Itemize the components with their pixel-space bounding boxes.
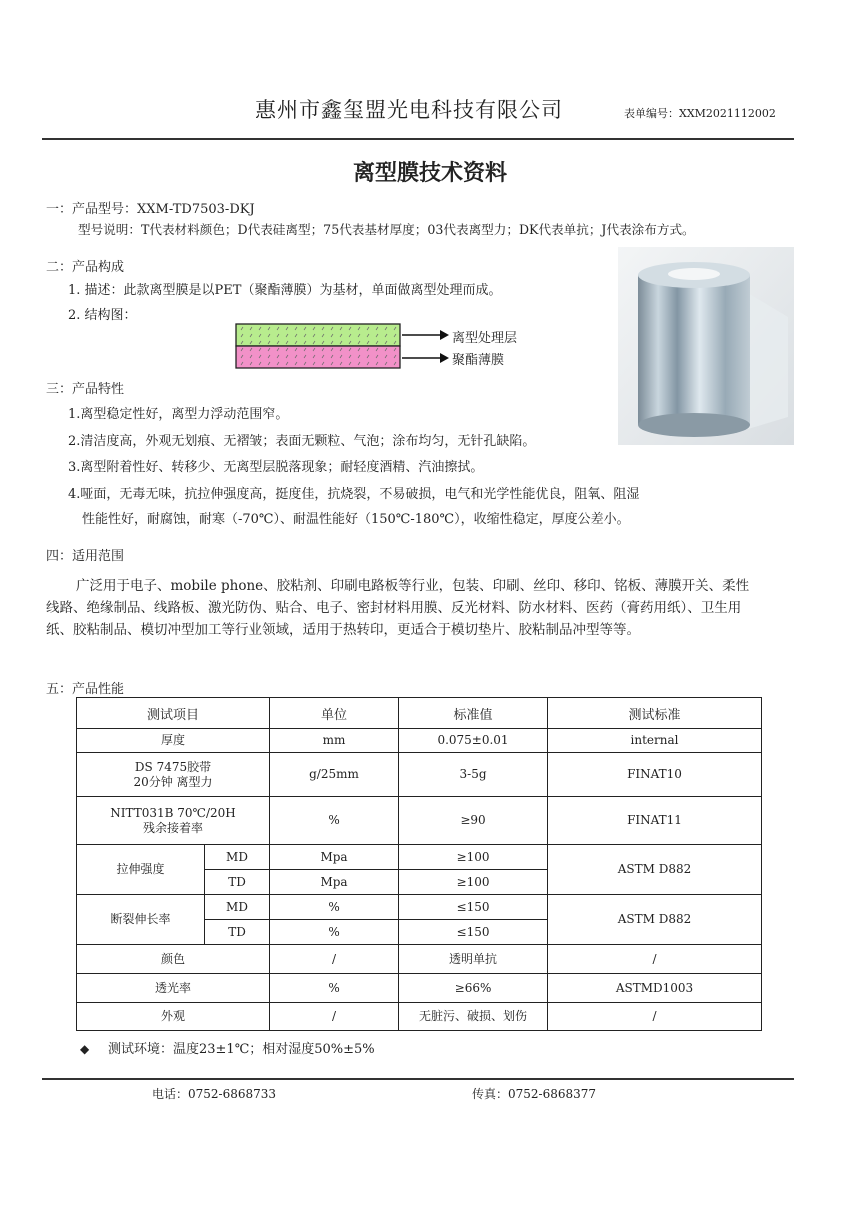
company-name: 惠州市鑫玺盟光电科技有限公司: [255, 98, 563, 122]
section2-heading: 二：产品构成: [46, 260, 125, 275]
feature-item: 3.离型附着性好、转移少、无离型层脱落现象；耐轻度酒精、汽油擦拭。: [68, 460, 484, 475]
cell-value: ≤150: [399, 895, 548, 920]
application-scope-text: 广泛用于电子、mobile phone、胶粘剂、印刷电路板等行业，包装、印刷、丝印、移印、铭板、薄膜开关、柔性线路、绝缘制品、线路板、激光防伪、贴合、电子、密封材料用膜、反光材料、防水材料、医药（膏药用纸）、卫生用纸、胶粘制品、模切冲型加工等行业领域，适用于热转印，更适合于模切垫片、胶粘制品冲型等等。: [46, 578, 750, 638]
header-divider: [42, 138, 794, 140]
cell-standard: FINAT10: [548, 753, 762, 797]
cell-unit: Mpa: [270, 870, 399, 895]
header-standard-value: 标准值: [399, 698, 548, 729]
cell-standard: internal: [548, 729, 762, 753]
cell-item: 颜色: [77, 945, 270, 974]
cell-direction: MD: [205, 895, 270, 920]
film-roll-illustration: [618, 247, 794, 445]
composition-item-2: 2. 结构图：: [68, 308, 137, 323]
section4-heading: 四：适用范围: [46, 549, 125, 564]
cell-standard: ASTM D882: [548, 895, 762, 945]
table-row: [77, 895, 762, 920]
cell-value: 0.075±0.01: [399, 729, 548, 753]
cell-standard: ASTM D882: [548, 845, 762, 895]
cell-item: 透光率: [77, 974, 270, 1003]
page-title: 离型膜技术资料: [352, 161, 507, 186]
cell-unit: %: [270, 797, 399, 845]
cell-value: 3-5g: [399, 753, 548, 797]
cell-value: 透明单抗: [399, 945, 548, 974]
cell-item: 断裂伸长率: [77, 895, 205, 945]
cell-standard: ASTMD1003: [548, 974, 762, 1003]
table-row: [77, 797, 762, 845]
section3-heading: 三：产品特性: [46, 382, 125, 397]
table-row: [77, 1003, 762, 1031]
cell-standard: /: [548, 945, 762, 974]
cell-unit: g/25mm: [270, 753, 399, 797]
cell-value: ≥66%: [399, 974, 548, 1003]
table-row: [77, 945, 762, 974]
cell-unit: %: [270, 895, 399, 920]
cell-unit: mm: [270, 729, 399, 753]
cell-item: [77, 753, 270, 797]
cell-unit: Mpa: [270, 845, 399, 870]
footer-divider: [42, 1078, 794, 1080]
arrow-head-top: [440, 330, 449, 340]
cell-unit: /: [270, 945, 399, 974]
cell-value: ≥90: [399, 797, 548, 845]
cell-unit: %: [270, 920, 399, 945]
table-row: [77, 974, 762, 1003]
arrow-head-bottom: [440, 353, 449, 363]
cell-direction: MD: [205, 845, 270, 870]
form-number: 表单编号：XXM2021112002: [624, 107, 776, 120]
cell-item: 外观: [77, 1003, 270, 1031]
cell-direction: TD: [205, 870, 270, 895]
feature-item: 4.哑面，无毒无味，抗拉伸强度高，挺度佳，抗烧裂，不易破损，电气和光学性能优良，阻氧、阻湿: [68, 487, 640, 502]
cell-standard: /: [548, 1003, 762, 1031]
table-row: [77, 729, 762, 753]
layer-label-pet: 聚酯薄膜: [452, 353, 505, 368]
table-header-row: [77, 698, 762, 729]
cell-value: 无脏污、破损、划伤: [399, 1003, 548, 1031]
cell-item: [77, 797, 270, 845]
feature-item: 2.清洁度高，外观无划痕、无褶皱；表面无颗粒、气泡；涂布均匀，无针孔缺陷。: [68, 434, 536, 449]
product-photo: [618, 247, 794, 445]
layer-label-release: 离型处理层: [452, 331, 518, 346]
feature-item: 1.离型稳定性好，离型力浮动范围窄。: [68, 407, 289, 422]
test-environment-note: 测试环境：温度23±1℃；相对湿度50%±5%: [108, 1042, 375, 1057]
cell-item-line: NITT031B 70℃/20H: [110, 805, 236, 820]
footer-phone: 电话：0752-6868733: [152, 1087, 277, 1101]
cell-direction: TD: [205, 920, 270, 945]
cell-item-line: 20分钟 离型力: [133, 774, 213, 789]
performance-table: [76, 697, 762, 1031]
cell-item: 厚度: [77, 729, 270, 753]
feature-item-continued: 性能性好，耐腐蚀，耐寒（-70℃）、耐温性能好（150℃-180℃），收缩性稳定，厚度公差小。: [82, 512, 630, 527]
composition-item-1: 1. 描述：此款离型膜是以PET（聚酯薄膜）为基材，单面做离型处理而成。: [68, 283, 502, 298]
pet-layer-texture: [236, 346, 400, 368]
cell-value: ≥100: [399, 870, 548, 895]
cell-item-line: DS 7475胶带: [134, 759, 212, 774]
model-description: 型号说明：T代表材料颜色；D代表硅离型；75代表基材厚度；03代表离型力；DK代表单抗；J代表涂布方式。: [78, 222, 695, 237]
footer-fax: 传真：0752-6868377: [472, 1087, 597, 1101]
cell-unit: /: [270, 1003, 399, 1031]
cell-item: 拉伸强度: [77, 845, 205, 895]
header-test-standard: 测试标准: [548, 698, 762, 729]
section5-heading: 五：产品性能: [46, 682, 125, 697]
cell-value: ≥100: [399, 845, 548, 870]
note-bullet: ◆: [80, 1042, 90, 1056]
cell-unit: %: [270, 974, 399, 1003]
table-row: [77, 753, 762, 797]
cell-item-line: 残余接着率: [143, 820, 204, 835]
cell-standard: FINAT11: [548, 797, 762, 845]
release-layer-texture: [236, 324, 400, 346]
table-row: [77, 845, 762, 870]
cell-value: ≤150: [399, 920, 548, 945]
section1-heading: 一：产品型号：XXM-TD7503-DKJ: [46, 202, 255, 217]
header-test-item: 测试项目: [77, 698, 270, 729]
header-unit: 单位: [270, 698, 399, 729]
